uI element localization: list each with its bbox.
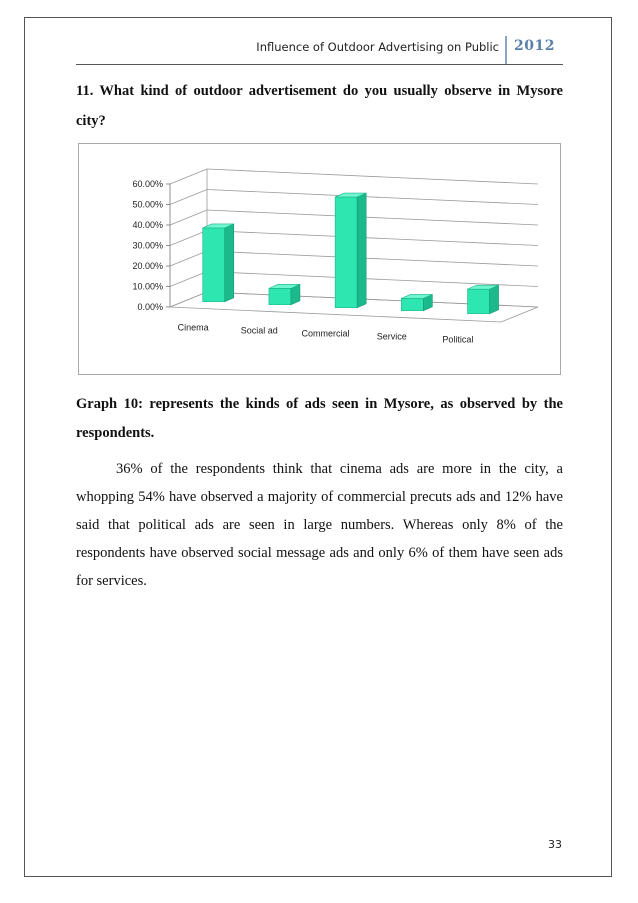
gridline <box>207 272 538 287</box>
x-category-label: Political <box>442 334 474 345</box>
header-rule <box>76 64 563 65</box>
gridline <box>207 169 538 184</box>
page-header <box>0 32 638 62</box>
bar-chart <box>79 144 562 376</box>
header-title: Influence of Outdoor Advertising on Public <box>256 40 499 54</box>
bar-cinema <box>203 228 225 302</box>
gridline <box>207 210 538 225</box>
side-gridline <box>170 272 207 287</box>
y-tick-label: 0.00% <box>137 302 163 312</box>
bar-service <box>401 298 423 310</box>
header-divider <box>505 36 507 64</box>
graph-caption: Graph 10: represents the kinds of ads seen in Mysore, as observed by the respondents. <box>76 396 563 441</box>
bar-social-ad <box>269 288 291 304</box>
y-tick-label: 40.00% <box>132 220 163 230</box>
x-category-label: Cinema <box>177 322 209 333</box>
header-year: 2012 <box>514 38 555 54</box>
gridline <box>207 231 538 246</box>
side-gridline <box>170 190 207 205</box>
bar-side <box>357 193 366 308</box>
side-gridline <box>170 210 207 225</box>
x-category-label: Commercial <box>301 328 350 339</box>
chart-frame <box>78 143 561 375</box>
y-tick-label: 30.00% <box>132 240 163 251</box>
y-tick-label: 20.00% <box>132 261 163 271</box>
page-number: 33 <box>548 838 562 851</box>
side-gridline <box>170 169 207 184</box>
bar-side <box>225 224 234 302</box>
side-gridline <box>170 231 207 246</box>
y-tick-label: 50.00% <box>132 199 163 210</box>
y-tick-label: 60.00% <box>132 179 163 189</box>
y-tick-label: 10.00% <box>132 281 163 292</box>
bar-side <box>490 285 499 314</box>
x-category-label: Service <box>376 331 407 342</box>
gridline <box>207 251 538 266</box>
body-paragraph: 36% of the respondents think that cinema ads are more in the city, a whopping 54% have observed a majority of commercial precuts ads and 12% have said that political ads are seen in large numbers. Whereas only 8% of the respondents have observed social message ads and only 6% of them have seen ads for services. <box>76 461 563 589</box>
question-heading: 11. What kind of outdoor advertisement do you usually observe in Mysore city? <box>76 83 563 129</box>
x-category-label: Social ad <box>240 325 278 336</box>
gridline <box>207 190 538 205</box>
bar-commercial <box>335 197 357 308</box>
bar-political <box>468 289 490 314</box>
side-gridline <box>170 251 207 266</box>
